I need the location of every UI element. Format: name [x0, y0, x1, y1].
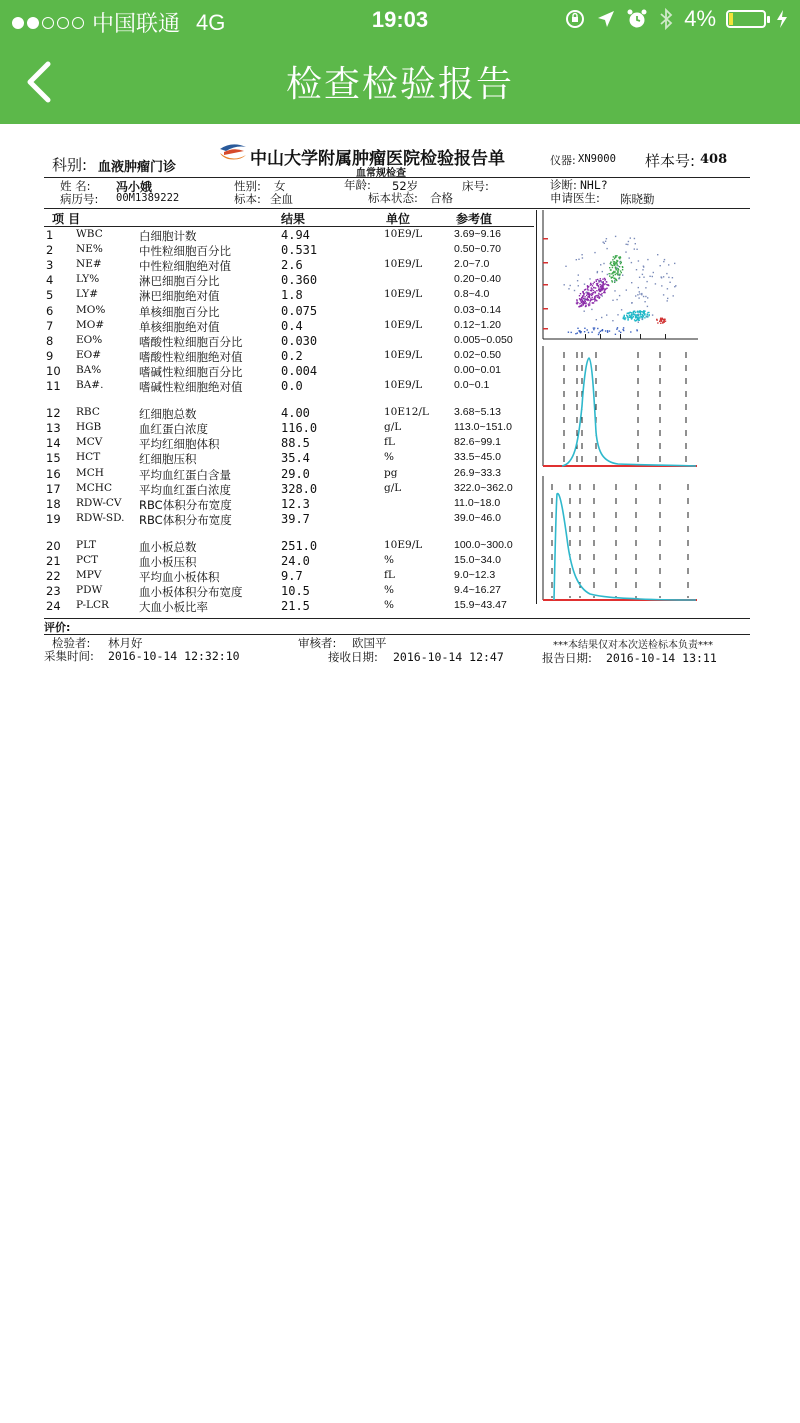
row-reference: 0.005~0.050 [454, 333, 513, 346]
header-item: 项 目 [52, 212, 81, 226]
row-code: NE% [76, 243, 103, 256]
row-code: P-LCR [76, 599, 109, 612]
specimen: 全血 [270, 192, 293, 206]
row-number: 5 [46, 288, 54, 303]
row-name: 嗜酸性粒细胞百分比 [139, 334, 243, 349]
row-number: 3 [46, 258, 54, 273]
row-number: 14 [46, 436, 61, 451]
age-label: 年龄: [344, 178, 371, 192]
row-code: PLT [76, 538, 97, 551]
row-reference: 100.0~300.0 [454, 538, 513, 551]
report-date: 2016-10-14 13:11 [606, 651, 717, 665]
page-title: 检查检验报告 [285, 64, 514, 105]
age: 52岁 [392, 179, 419, 193]
row-value: 12.3 [281, 496, 310, 511]
diagnosis: NHL? [580, 178, 608, 192]
row-name: 中性粒细胞百分比 [139, 244, 231, 259]
row-number: 12 [46, 406, 61, 421]
row-reference: 39.0~46.0 [454, 511, 502, 524]
row-unit: 10E9/L [384, 538, 423, 551]
divider [44, 634, 750, 635]
diagnosis-label: 诊断: [550, 178, 577, 192]
specimen-status: 合格 [430, 191, 453, 205]
row-number: 4 [46, 273, 54, 288]
comment-label: 评价: [44, 621, 71, 634]
row-reference: 33.5~45.0 [454, 451, 502, 464]
report-subtitle: 血常规检查 [356, 168, 406, 179]
specimen-status-label: 标本状态: [368, 191, 418, 205]
row-reference: 82.6~99.1 [454, 436, 502, 449]
row-name: 嗜碱性粒细胞百分比 [139, 364, 243, 379]
row-value: 10.5 [281, 584, 310, 599]
department: 血液肿瘤门诊 [98, 160, 177, 175]
row-number: 8 [46, 333, 54, 348]
sample-label: 样本号: [645, 152, 696, 170]
row-name: 嗜酸性粒细胞绝对值 [139, 349, 243, 364]
row-value: 88.5 [281, 436, 310, 451]
row-number: 21 [46, 554, 61, 568]
row-name: 平均血小板体积 [139, 570, 220, 585]
collect-time: 2016-10-14 12:32:10 [108, 649, 240, 663]
row-unit: % [384, 599, 394, 612]
row-code: MCV [76, 436, 103, 449]
row-name: 血小板压积 [139, 555, 197, 569]
row-name: 血小板体积分布宽度 [139, 585, 243, 600]
row-unit: 10E12/L [384, 406, 429, 419]
row-name: 单核细胞百分比 [139, 304, 220, 319]
status-bar [0, 0, 800, 40]
row-code: EO% [76, 333, 103, 346]
bed-label: 床号: [462, 179, 489, 193]
row-code: MO# [76, 318, 105, 331]
row-value: 2.6 [281, 258, 303, 273]
rbc-histogram [540, 346, 700, 470]
tester: 林月好 [108, 636, 143, 650]
row-number: 1 [46, 228, 54, 242]
patient-name: 冯小娥 [116, 180, 153, 194]
row-code: RDW-CV [76, 496, 122, 509]
row-reference: 0.8~4.0 [454, 288, 490, 301]
row-value: 4.00 [281, 406, 310, 421]
header-unit: 单位 [386, 212, 411, 226]
instrument: XN9000 [578, 153, 616, 165]
alarm-icon [626, 8, 648, 30]
row-code: PCT [76, 554, 99, 566]
row-value: 1.8 [281, 288, 303, 303]
row-reference: 0.12~1.20 [454, 318, 502, 331]
row-code: NE# [76, 258, 102, 271]
row-name: 大血小板比率 [139, 600, 208, 615]
row-reference: 26.9~33.3 [454, 466, 502, 479]
row-number: 10 [46, 363, 61, 378]
row-reference: 9.4~16.27 [454, 584, 502, 597]
row-number: 23 [46, 584, 61, 599]
row-code: LY% [76, 273, 100, 286]
row-reference: 322.0~362.0 [454, 481, 513, 494]
row-value: 0.004 [281, 363, 318, 378]
row-value: 9.7 [281, 569, 303, 584]
row-name: 淋巴细胞百分比 [139, 274, 220, 289]
tester-label: 检验者: [52, 636, 91, 650]
row-code: RBC [76, 406, 100, 419]
row-reference: 0.50~0.70 [454, 243, 502, 256]
row-value: 21.5 [281, 599, 310, 614]
divider [44, 618, 750, 619]
row-value: 0.030 [281, 333, 318, 348]
row-code: PDW [76, 584, 103, 597]
disclaimer: ***本结果仅对本次送检标本负责*** [553, 640, 713, 651]
row-code: MO% [76, 303, 106, 316]
row-code: MCH [76, 466, 104, 479]
row-value: 0.4 [281, 318, 303, 333]
charging-icon [776, 9, 788, 29]
row-unit: 10E9/L [384, 228, 423, 240]
row-value: 0.0 [281, 379, 303, 393]
doctor: 陈晓勤 [620, 192, 655, 206]
row-code: BA% [76, 363, 102, 376]
hospital-logo [218, 143, 248, 163]
row-reference: 0.02~0.50 [454, 348, 502, 361]
row-unit: 10E9/L [384, 348, 423, 361]
divider [44, 208, 750, 209]
row-number: 17 [46, 481, 61, 496]
row-name: RBC体积分布宽度 [139, 512, 232, 527]
row-name: 中性粒细胞绝对值 [139, 259, 231, 274]
row-unit: 10E9/L [384, 318, 423, 331]
row-unit: 10E9/L [384, 288, 423, 301]
row-value: 29.0 [281, 466, 310, 481]
row-name: 嗜碱性粒细胞绝对值 [139, 380, 243, 394]
row-name: 白细胞计数 [139, 229, 197, 243]
row-value: 116.0 [281, 421, 318, 436]
header-ref: 参考值 [456, 212, 493, 226]
row-name: 红细胞总数 [139, 407, 197, 422]
header-result: 结果 [281, 212, 306, 226]
row-name: 红细胞压积 [139, 452, 197, 467]
report-date-label: 报告日期: [542, 651, 592, 665]
row-reference: 113.0~151.0 [454, 421, 512, 434]
row-number: 20 [46, 538, 61, 553]
row-value: 0.2 [281, 348, 303, 363]
row-code: BA#. [76, 379, 104, 391]
row-reference: 3.69~9.16 [454, 228, 502, 240]
row-reference: 0.03~0.14 [454, 303, 502, 316]
row-unit: g/L [384, 421, 402, 434]
row-unit: % [384, 554, 394, 566]
row-code: RDW-SD. [76, 511, 125, 524]
row-value: 24.0 [281, 554, 310, 568]
row-unit: fL [384, 436, 395, 449]
collect-label: 采集时间: [44, 649, 94, 663]
row-number: 6 [46, 303, 54, 318]
row-reference: 0.0~0.1 [454, 379, 490, 391]
record-label: 病历号: [60, 192, 99, 206]
row-code: HCT [76, 451, 101, 464]
row-name: 平均红细胞体积 [139, 437, 220, 452]
row-number: 15 [46, 451, 61, 466]
row-reference: 0.00~0.01 [454, 363, 502, 376]
row-code: HGB [76, 421, 102, 434]
reviewer: 欧国平 [352, 636, 387, 650]
row-number: 19 [46, 511, 61, 526]
lab-report [0, 124, 800, 684]
row-number: 24 [46, 599, 61, 614]
carrier-name: 中国联通 [92, 11, 181, 36]
row-number: 16 [46, 466, 61, 481]
divider [536, 210, 537, 604]
row-unit: pg [384, 466, 398, 479]
row-number: 13 [46, 421, 61, 436]
row-name: 血红蛋白浓度 [139, 422, 208, 437]
row-reference: 15.9~43.47 [454, 599, 507, 612]
row-reference: 2.0~7.0 [454, 258, 490, 271]
plt-histogram [540, 476, 700, 604]
divider [44, 226, 534, 227]
row-name: 平均血红蛋白含量 [139, 467, 231, 482]
rotation-lock-icon [564, 8, 586, 30]
row-number: 18 [46, 496, 61, 511]
record-no: 00M1389222 [116, 192, 180, 204]
row-number: 9 [46, 348, 54, 363]
row-code: MPV [76, 569, 102, 582]
row-reference: 15.0~34.0 [454, 554, 502, 566]
row-name: 单核细胞绝对值 [139, 319, 220, 334]
gender: 女 [274, 179, 286, 193]
row-name: 平均血红蛋白浓度 [139, 482, 231, 497]
row-name: 淋巴细胞绝对值 [139, 289, 220, 304]
row-unit: g/L [384, 481, 402, 494]
row-reference: 9.0~12.3 [454, 569, 496, 582]
instrument-label: 仪器: [550, 154, 576, 167]
nav-bar [0, 40, 800, 124]
row-value: 35.4 [281, 451, 310, 466]
doctor-label: 申请医生: [550, 191, 600, 205]
network-type: 4G [196, 9, 226, 35]
row-unit: % [384, 451, 394, 464]
status-time: 19:03 [371, 7, 429, 32]
receive-label: 接收日期: [328, 650, 378, 664]
row-name: RBC体积分布宽度 [139, 497, 232, 512]
row-code: MCHC [76, 481, 112, 494]
row-value: 0.360 [281, 273, 318, 288]
status-right [564, 6, 788, 32]
row-unit: 10E9/L [384, 379, 423, 391]
row-number: 7 [46, 318, 54, 333]
row-value: 0.531 [281, 243, 318, 258]
hospital-name: 中山大学附属肿瘤医院检验报告单 [250, 149, 505, 169]
row-value: 0.075 [281, 303, 318, 318]
name-label: 姓 名: [60, 179, 91, 193]
row-code: LY# [76, 288, 99, 301]
row-reference: 11.0~18.0 [454, 496, 501, 509]
row-unit: fL [384, 569, 395, 582]
row-reference: 3.68~5.13 [454, 406, 502, 419]
reviewer-label: 审核者: [298, 636, 337, 650]
wbc-scattergram [540, 210, 700, 342]
row-code: EO# [76, 348, 102, 361]
bluetooth-icon [658, 7, 674, 31]
receive-time: 2016-10-14 12:47 [393, 650, 504, 664]
row-reference: 0.20~0.40 [454, 273, 502, 286]
sample-no: 408 [700, 152, 728, 167]
battery-icon [726, 10, 766, 28]
row-unit: 10E9/L [384, 258, 423, 271]
row-code: WBC [76, 228, 103, 240]
location-icon [596, 9, 616, 29]
department-label: 科别: [52, 156, 88, 174]
row-number: 22 [46, 569, 61, 584]
row-unit: % [384, 584, 394, 597]
row-name: 血小板总数 [139, 539, 197, 554]
row-number: 2 [46, 243, 54, 258]
gender-label: 性别: [234, 179, 261, 193]
row-value: 39.7 [281, 511, 310, 526]
row-value: 251.0 [281, 538, 318, 553]
specimen-label: 标本: [234, 192, 261, 206]
row-value: 4.94 [281, 228, 310, 242]
row-number: 11 [46, 379, 61, 393]
battery-percent: 4% [684, 6, 716, 31]
row-value: 328.0 [281, 481, 318, 496]
